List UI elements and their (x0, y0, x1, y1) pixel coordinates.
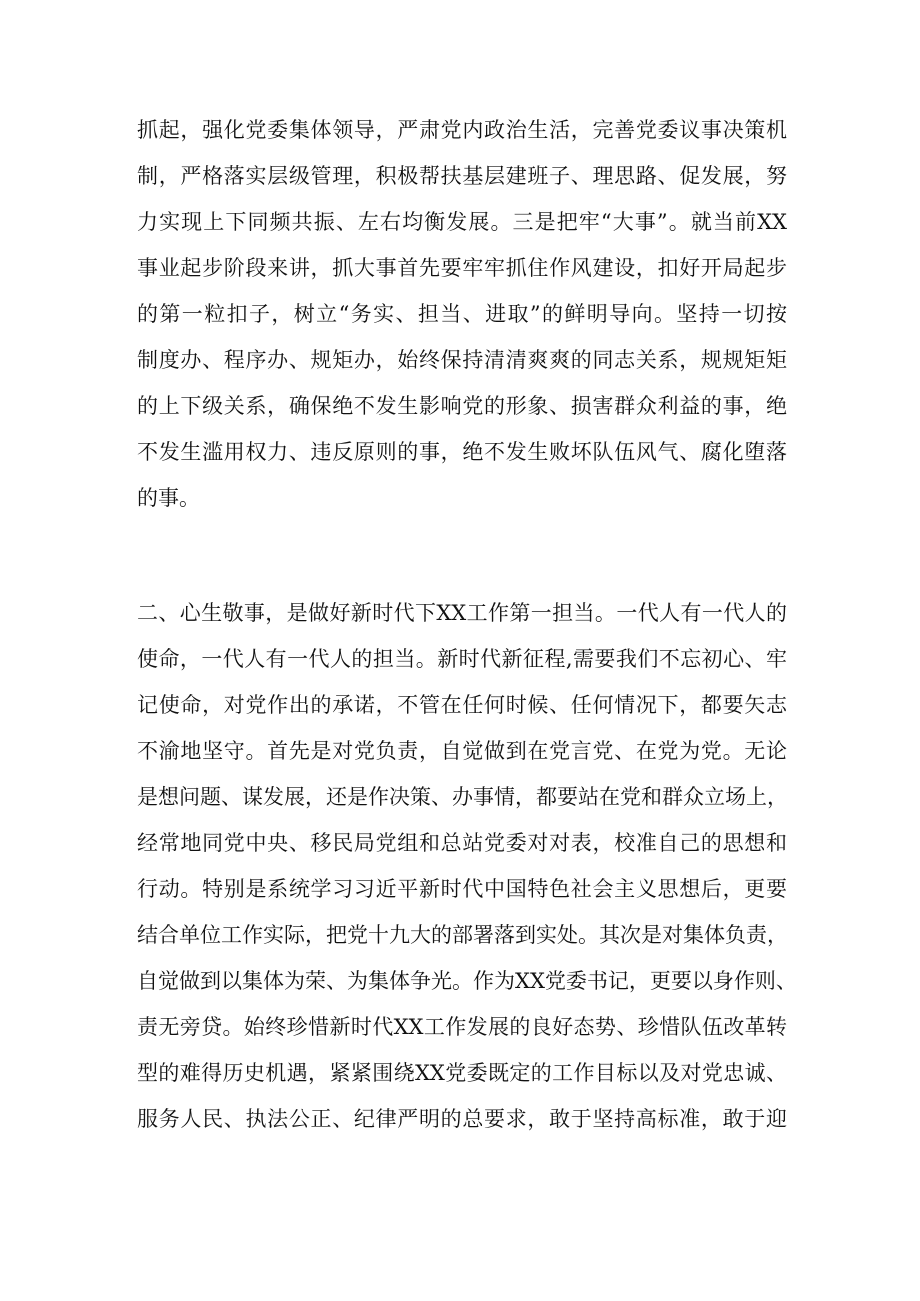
text-line: 记使命，对党作出的承诺，不管在任何时候、任何情况下，都要矢志 (137, 693, 787, 717)
text-line: 二、心生敬事，是做好新时代下XX工作第一担当。一代人有一代人的 (137, 601, 787, 625)
text-line: 服务人民、执法公正、纪律严明的总要求，敢于坚持高标准，敢于迎 (137, 1107, 787, 1131)
text-line: 事业起步阶段来讲，抓大事首先要牢牢抓住作风建设，扣好开局起步 (137, 256, 787, 280)
text-line: 自觉做到以集体为荣、为集体争光。作为XX党委书记，更要以身作则、 (137, 969, 797, 993)
body-paragraph (137, 590, 797, 1142)
body-paragraph (137, 107, 787, 521)
text-line: 抓起，强化党委集体领导，严肃党内政治生活，完善党委议事决策机 (137, 118, 787, 142)
text-line: 的事。 (137, 486, 200, 510)
text-line: 是想问题、谋发展，还是作决策、办事情，都要站在党和群众立场上， (137, 785, 788, 809)
text-line: 的第一粒扣子，树立“务实、担当、进取”的鲜明导向。坚持一切按 (137, 302, 787, 326)
text-line: 使命，一代人有一代人的担当。新时代新征程,需要我们不忘初心、牢 (137, 647, 787, 671)
text-line: 型的难得历史机遇，紧紧围绕XX党委既定的工作目标以及对党忠诚、 (137, 1061, 787, 1085)
text-line: 的上下级关系，确保绝不发生影响党的形象、损害群众利益的事，绝 (137, 394, 787, 418)
text-line: 行动。特别是系统学习习近平新时代中国特色社会主义思想后，更要 (137, 877, 787, 901)
text-line: 经常地同党中央、移民局党组和总站党委对对表，校准自己的思想和 (137, 831, 787, 855)
text-line: 不发生滥用权力、违反原则的事，绝不发生败坏队伍风气、腐化堕落 (137, 440, 787, 464)
text-line: 不渝地坚守。首先是对党负责，自觉做到在党言党、在党为党。无论 (137, 739, 787, 763)
text-line: 力实现上下同频共振、左右均衡发展。三是把牢“大事”。就当前XX (137, 210, 787, 234)
text-line: 结合单位工作实际，把党十九大的部署落到实处。其次是对集体负责， (137, 923, 788, 947)
text-line: 制度办、程序办、规矩办，始终保持清清爽爽的同志关系，规规矩矩 (137, 348, 787, 372)
text-line: 责无旁贷。始终珍惜新时代XX工作发展的良好态势、珍惜队伍改革转 (137, 1015, 787, 1039)
text-line: 制，严格落实层级管理，积极帮扶基层建班子、理思路、促发展，努 (137, 164, 787, 188)
